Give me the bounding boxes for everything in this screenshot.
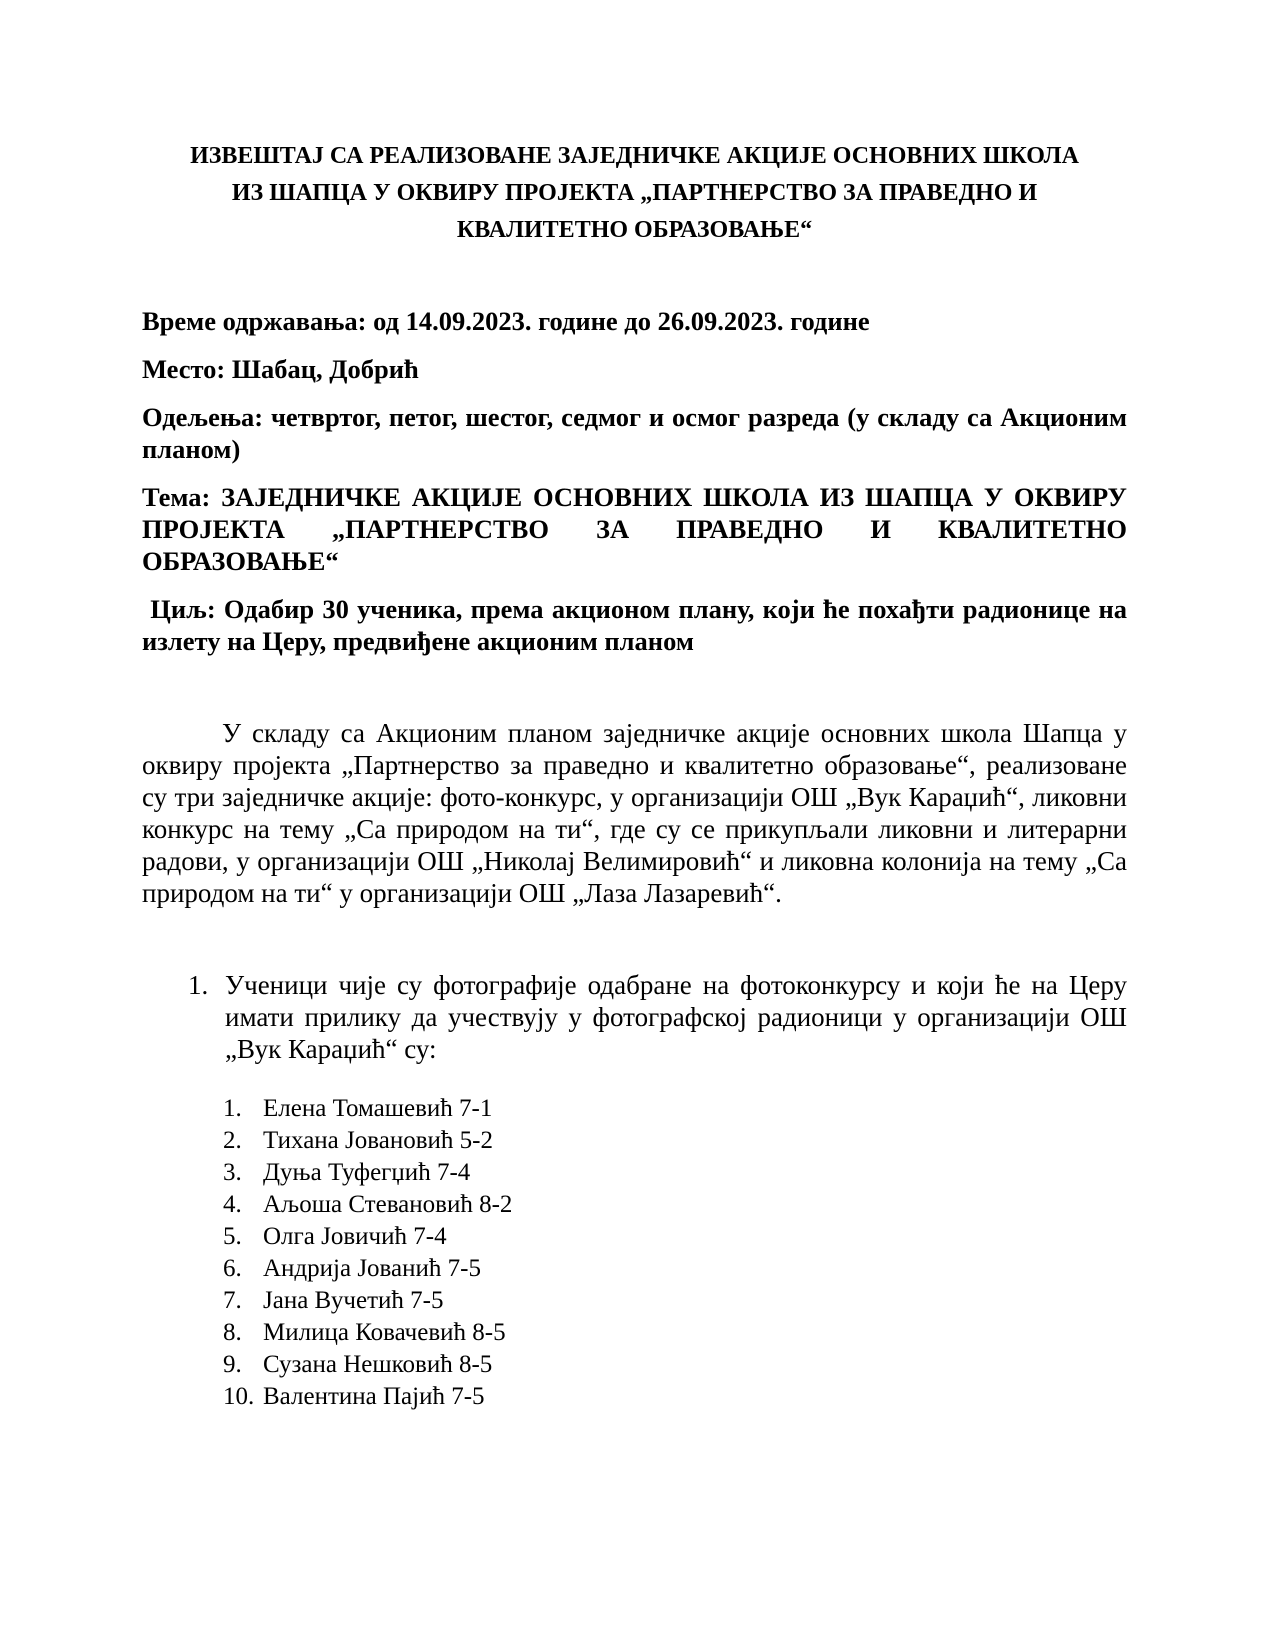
section-item — [188, 969, 1127, 1065]
list-item — [223, 1157, 1127, 1189]
list-item — [223, 1189, 1127, 1221]
student-number: 7. — [223, 1287, 242, 1314]
list-item — [223, 1221, 1127, 1253]
student-number: 8. — [223, 1319, 242, 1346]
list-item — [223, 1285, 1127, 1317]
section-item-text: Ученици чије су фотографије одабране на фотоконкурсу и који ће на Церу имати прилику да учествују у фотографској радионици у организацији ОШ „Вук Караџић“ су: — [225, 970, 1127, 1064]
student-name: Валентина Пајић 7-5 — [263, 1383, 485, 1410]
section-item-number: 1. — [188, 970, 209, 1000]
student-number: 9. — [223, 1351, 242, 1378]
list-item — [223, 1317, 1127, 1349]
student-number: 6. — [223, 1255, 242, 1282]
document-title: ИЗВЕШТАЈ СА РЕАЛИЗОВАНЕ ЗАЈЕДНИЧКЕ АКЦИЈЕ ОСНОВНИХ ШКОЛА ИЗ ШАПЦА У ОКВИРУ ПРОЈЕКТА „ПАРТНЕРСТВО ЗА ПРАВЕДНО И КВАЛИТЕТНО ОБРАЗОВАЊЕ“ — [190, 143, 1079, 243]
list-item — [223, 1125, 1127, 1157]
meta-place: Место: Шабац, Добрић — [142, 354, 419, 384]
student-name: Аљоша Стевановић 8-2 — [263, 1191, 513, 1218]
meta-time: Време одржавања: од 14.09.2023. године до 26.09.2023. године — [142, 306, 870, 336]
student-number: 1. — [223, 1095, 242, 1122]
student-number: 3. — [223, 1159, 242, 1186]
student-number: 4. — [223, 1191, 242, 1218]
student-list — [223, 1093, 1127, 1413]
intro-paragraph: У складу са Акционим планом заједничке акције основних школа Шапца у оквиру пројекта „Партнерство за праведно и квалитетно образовање“, реализоване су три заједничке акције: фото-конкурс, у организацији ОШ „Вук Караџић“, ликовни конкурс на тему „Са природом на ти“, где су се прикупљали ликовни и литерарни радови, у организацији ОШ „Николај Велимировић“ и ликовна колонија на тему „Са природом на ти“ у организацији ОШ „Лаза Лазаревић“. — [142, 718, 1127, 908]
student-number: 2. — [223, 1127, 242, 1154]
list-item — [223, 1349, 1127, 1381]
student-name: Тихана Јовановић 5-2 — [263, 1127, 493, 1154]
list-item — [223, 1093, 1127, 1125]
student-name: Јана Вучетић 7-5 — [263, 1287, 444, 1314]
student-name: Андрија Јованић 7-5 — [263, 1255, 481, 1282]
student-number: 5. — [223, 1223, 242, 1250]
student-name: Дуња Туфегџић 7-4 — [263, 1159, 471, 1186]
meta-theme: Тема: ЗАЈЕДНИЧКЕ АКЦИЈЕ ОСНОВНИХ ШКОЛА ИЗ ШАПЦА У ОКВИРУ ПРОЈЕКТА „ПАРТНЕРСТВО ЗА ПРАВЕДНО И КВАЛИТЕТНО ОБРАЗОВАЊЕ“ — [142, 482, 1127, 576]
student-name: Елена Томашевић 7-1 — [263, 1095, 493, 1122]
student-number: 10. — [223, 1383, 255, 1410]
list-item — [223, 1253, 1127, 1285]
meta-goal: Циљ: Одабир 30 ученика, према акционом плану, који ће похађти радионице на излету на Церу, предвиђене акционим планом — [142, 594, 1134, 656]
student-name: Сузана Нешковић 8-5 — [263, 1351, 493, 1378]
meta-classes: Одељења: четвртог, петог, шестог, седмог и осмог разреда (у складу са Акционим планом) — [142, 402, 1127, 464]
student-name: Милица Ковачевић 8-5 — [263, 1319, 506, 1346]
student-name: Олга Јовичић 7-4 — [263, 1223, 447, 1250]
list-item — [223, 1381, 1127, 1413]
